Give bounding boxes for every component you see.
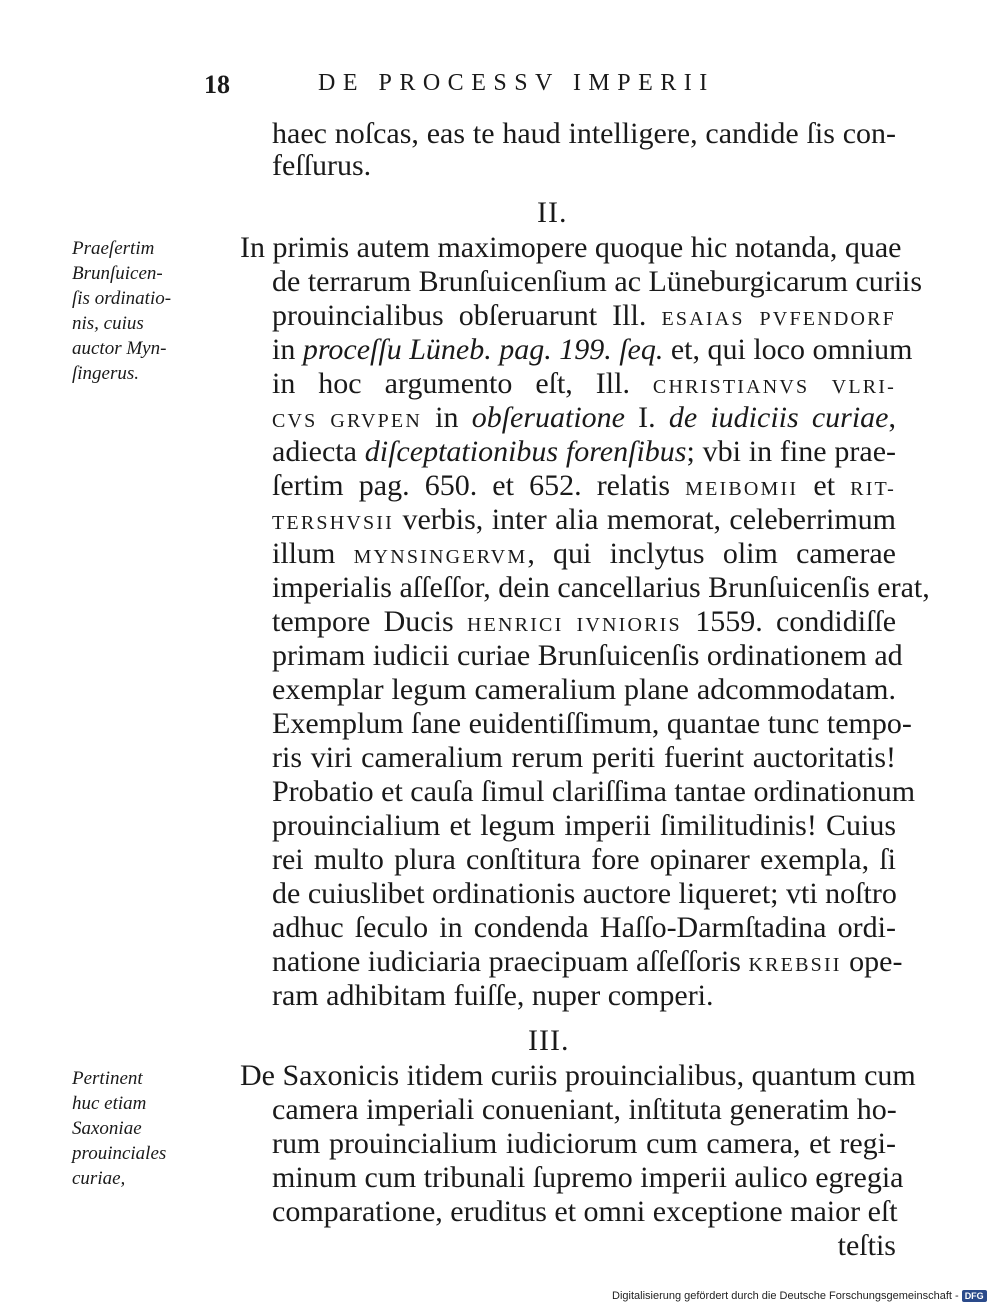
marginal-note: [72, 236, 212, 386]
marginal-note-line: prouinciales: [72, 1143, 167, 1164]
section-numeral: II.: [537, 196, 568, 229]
digitization-credit: [612, 1290, 987, 1302]
marginal-note-line: Praeſertim: [72, 238, 155, 259]
text-line: comparatione, eruditus et omni exceptione maior eſt: [272, 1195, 898, 1228]
marginal-note-line: Saxoniae: [72, 1118, 142, 1139]
text-line: de terrarum Brunſuicenſium ac Lüneburgicarum curiis: [272, 265, 923, 298]
text-line: tempore Ducis HENRICI IVNIORIS 1559. condidiſſe: [272, 605, 897, 638]
marginal-note-line: curiae,: [72, 1168, 126, 1189]
marginal-note-line: ſingerus.: [72, 363, 140, 384]
marginal-note-line: Brunſuicen-: [72, 263, 163, 284]
text-line: ſertim pag. 650. et 652. relatis MEIBOMII et RIT-: [272, 469, 896, 502]
text-line: De Saxonicis itidem curiis prouincialibus, quantum cum: [240, 1059, 916, 1092]
marginal-note-line: ſis ordinatio-: [72, 288, 172, 309]
section-numeral: III.: [528, 1024, 570, 1057]
running-title: DE PROCESSV IMPERII: [318, 70, 715, 96]
marginal-note-line: Pertinent: [72, 1068, 143, 1089]
author-name: ESAIAS PVFENDORF: [661, 308, 896, 330]
marginal-note-line: huc etiam: [72, 1093, 147, 1114]
marginal-note-line: auctor Myn-: [72, 338, 167, 359]
text-line: ris viri cameralium rerum periti fuerint auctoritatis!: [272, 741, 896, 774]
text-line: in proceſſu Lüneb. pag. 199. ſeq. et, qui loco omnium: [272, 333, 913, 366]
text-line: TERSHVSII verbis, inter alia memorat, celeberrimum: [272, 503, 896, 536]
text-line: de cuiuslibet ordinationis auctore liqueret; vti noſtro: [272, 877, 897, 910]
text-line: haec noſcas, eas te haud intelligere, candide ſis con-: [272, 117, 896, 150]
text-line: feſſurus.: [272, 149, 372, 182]
text-line: Exemplum ſane euidentiſſimum, quantae tunc tempo-: [272, 707, 912, 740]
text-line: natione iudiciaria praecipuam aſſeſſoris KREBSII ope-: [272, 945, 903, 978]
marginal-note: [72, 1066, 212, 1191]
text-line: in hoc argumento eſt, Ill. CHRISTIANVS VLRI-: [272, 367, 896, 400]
text-line: rum prouincialium iudiciorum cum camera, et regi-: [272, 1127, 896, 1160]
marginal-note-line: nis, cuius: [72, 313, 144, 334]
text-line: ram adhibitam fuiſſe, nuper comperi.: [272, 979, 714, 1012]
text-line: adiecta diſceptationibus forenſibus; vbi in fine prae-: [272, 435, 897, 468]
text-line: prouincialium et legum imperii ſimilitudinis! Cuius: [272, 809, 896, 842]
text-line: prouincialibus obſeruarunt Ill. ESAIAS PVFENDORF: [272, 299, 896, 332]
text-line: CVS GRVPEN in obſeruatione I. de iudiciis curiae,: [272, 401, 896, 434]
text-line: camera imperiali conueniant, inſtituta generatim ho-: [272, 1093, 897, 1126]
text-line: rei multo plura conſtitura fore opinarer exempla, ſi: [272, 843, 896, 876]
text-line: In primis autem maximopere quoque hic notanda, quae: [240, 231, 902, 264]
dfg-logo: DFG: [962, 1290, 987, 1302]
text-line: minum cum tribunali ſupremo imperii aulico egregia: [272, 1161, 904, 1194]
catchword: teſtis: [837, 1229, 896, 1262]
text-line: primam iudicii curiae Brunſuicenſis ordinationem ad: [272, 639, 903, 672]
text-line: exemplar legum cameralium plane adcommodatam.: [272, 673, 896, 706]
text-line: illum MYNSINGERVM, qui inclytus olim camerae: [272, 537, 896, 570]
credit-text: Digitalisierung gefördert durch die Deutsche Forschungsgemeinschaft -: [612, 1290, 959, 1302]
text-line: imperialis aſſeſſor, dein cancellarius Brunſuicenſis erat,: [272, 571, 930, 604]
page-number: 18: [204, 70, 230, 99]
text-line: Probatio et cauſa ſimul clariſſima tantae ordinationum: [272, 775, 916, 808]
text-line: adhuc ſeculo in condenda Haſſo-Darmſtadina ordi-: [272, 911, 896, 944]
